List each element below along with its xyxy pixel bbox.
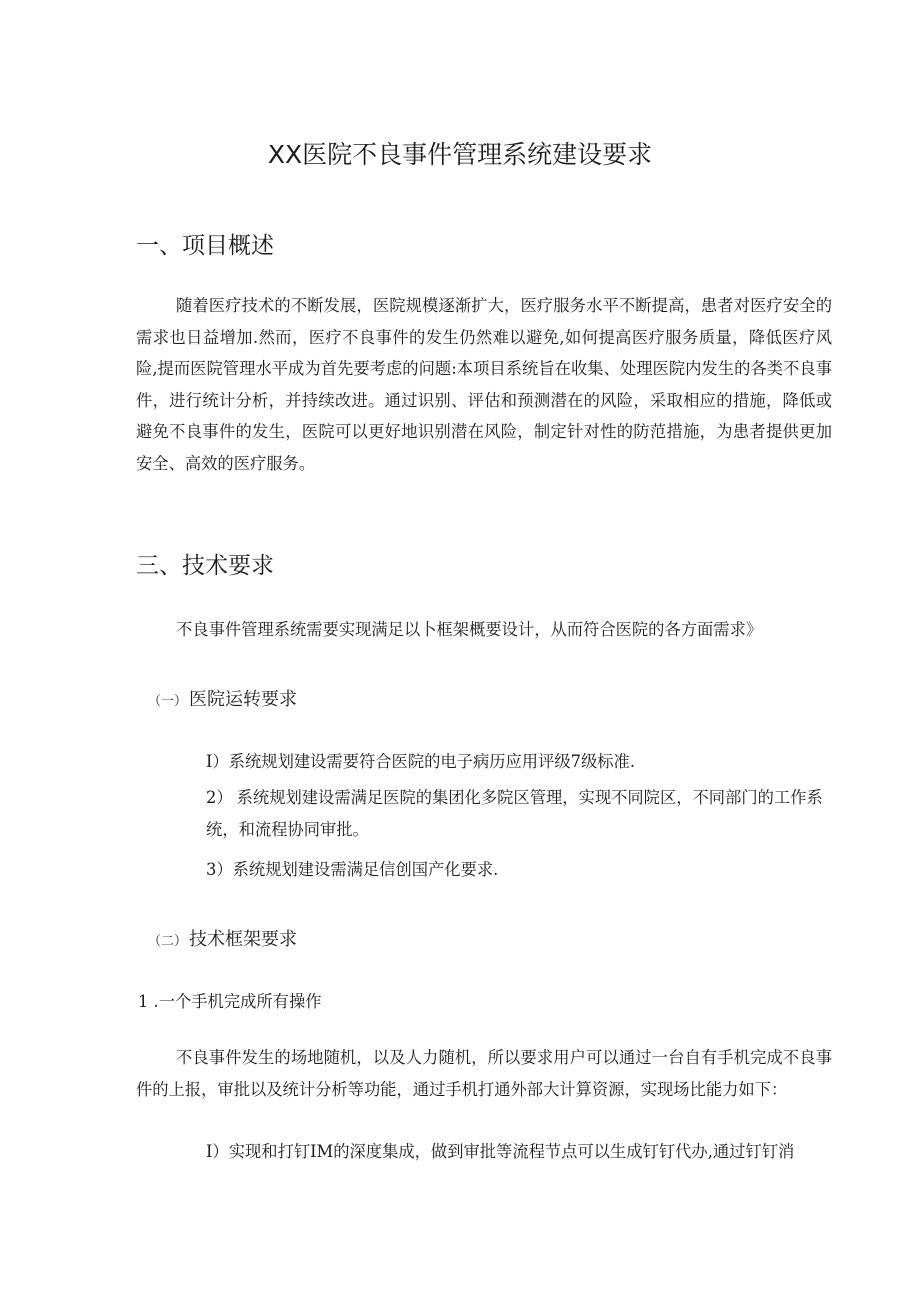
- list-item: I）系统规划建设需要符合医院的电子病历应用评级7级标准.: [206, 752, 636, 771]
- overview-paragraph: 随着医疗技术的不断发展，医院规模逐渐扩大，医疗服务水平不断提高，患者对医疗安全的需求也日益增加.然而，医疗不良事件的发生仍然难以避免,如何提高医疗服务质量，降低医疗风险,提而医院管理水平成为首先要考虑的问题:本项目系统旨在收集、处理医院内发生的各类不良事件，进行统计分析，并持续改进。通过识别、评估和预测潜在的风险，采取相应的措施，降低或避免不良事件的发生，医院可以更好地识别潜在风险，制定针对性的防范措施，为患者提供更加安全、高效的医疗服务。: [136, 296, 832, 473]
- section-heading-overview: 一、项目概述: [136, 233, 274, 259]
- list-item: 2） 系统规划建设需满足医院的集团化多院区管理，实现不同院区，不同部门的工作系统，和流程协同审批。: [206, 788, 823, 839]
- tech-intro: 不良事件管理系统需要实现满足以卜框架概要设计，从而符合医院的各方面需求》: [176, 620, 763, 639]
- list-item: I）实现和打钉IM的深度集成，做到审批等流程节点可以生成钉钉代办,通过钉钉消: [206, 1142, 795, 1161]
- list-item: 3）系统规划建设需满足信创国产化要求.: [206, 860, 499, 879]
- section-heading-tech: 三、技术要求: [136, 553, 274, 579]
- subsection-paren: （一）: [148, 694, 188, 709]
- document-title: XX医院不良事件管理系统建设要求: [267, 140, 653, 169]
- subheading-mobile: 1 .一个手机完成所有操作: [138, 992, 322, 1011]
- subsection-paren: （二）: [148, 934, 188, 949]
- subsection-heading-operation: [148, 686, 297, 716]
- framework-paragraph: 不良事件发生的场地随机，以及人力随机，所以要求用户可以通过一台自有手机完成不良事件的上报，审批以及统计分析等功能，通过手机打通外部大计算资源，实现场比能力如下：: [136, 1048, 832, 1099]
- subsection-heading-framework: [148, 926, 297, 956]
- subsection-title: 医院运转要求: [189, 689, 298, 710]
- subsection-title: 技术框架要求: [189, 929, 298, 950]
